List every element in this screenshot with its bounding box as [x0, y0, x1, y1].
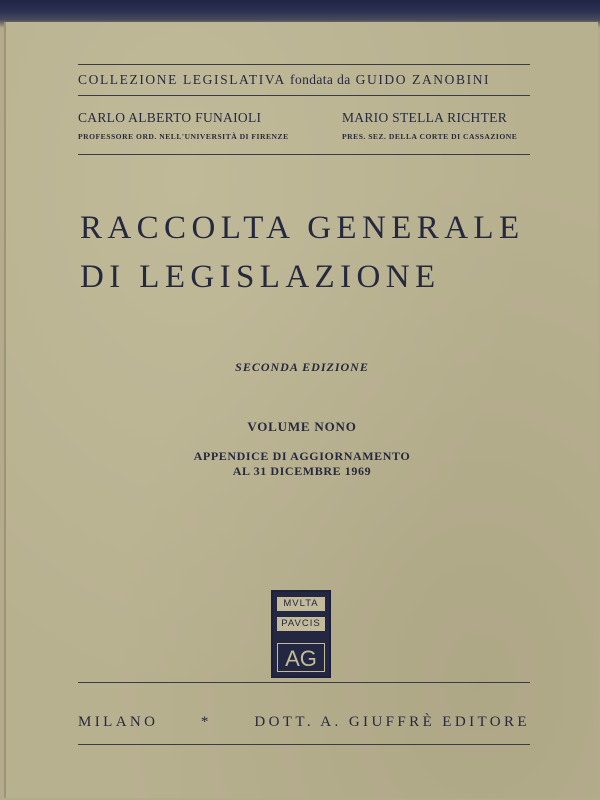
logo-monogram: AG	[277, 643, 325, 672]
top-rule	[78, 64, 530, 65]
collection-rule	[78, 95, 530, 96]
collection-line	[78, 72, 530, 88]
publisher-rule-bottom	[78, 744, 530, 745]
volume: VOLUME NONO	[247, 419, 357, 434]
title-line-2: DI LEGISLAZIONE	[80, 259, 441, 295]
author-2-role: PRES. SEZ. DELLA CORTE DI CASSAZIONE	[342, 132, 518, 141]
publisher-rule-top	[78, 682, 530, 683]
publisher-city: MILANO	[78, 714, 159, 730]
collection-founded-label: fondata da	[290, 72, 351, 87]
edition: SECONDA EDIZIONE	[235, 360, 369, 374]
author-2-name: MARIO STELLA RICHTER	[342, 110, 508, 125]
collection-name: COLLEZIONE LEGISLATIVA	[78, 72, 286, 87]
publisher-name: DOTT. A. GIUFFRÈ EDITORE	[254, 714, 530, 730]
author-1-name: CARLO ALBERTO FUNAIOLI	[78, 110, 262, 125]
publisher-separator: *	[200, 714, 212, 730]
publisher-logo	[271, 590, 331, 678]
authors-rule	[78, 154, 530, 155]
logo-motto-1: MVLTA	[277, 597, 325, 611]
appendix-line-1: APPENDICE DI AGGIORNAMENTO	[193, 449, 411, 463]
publisher-line	[78, 714, 530, 731]
logo-motto-2: PAVCIS	[277, 617, 325, 631]
title-line-1: RACCOLTA GENERALE	[80, 210, 525, 246]
collection-founder: GUIDO ZANOBINI	[355, 72, 491, 87]
author-1-role: PROFESSORE ORD. NELL'UNIVERSITÀ DI FIRENZE	[78, 132, 289, 141]
book-cover	[4, 22, 598, 798]
appendix-line-2: AL 31 DICEMBRE 1969	[232, 464, 372, 478]
